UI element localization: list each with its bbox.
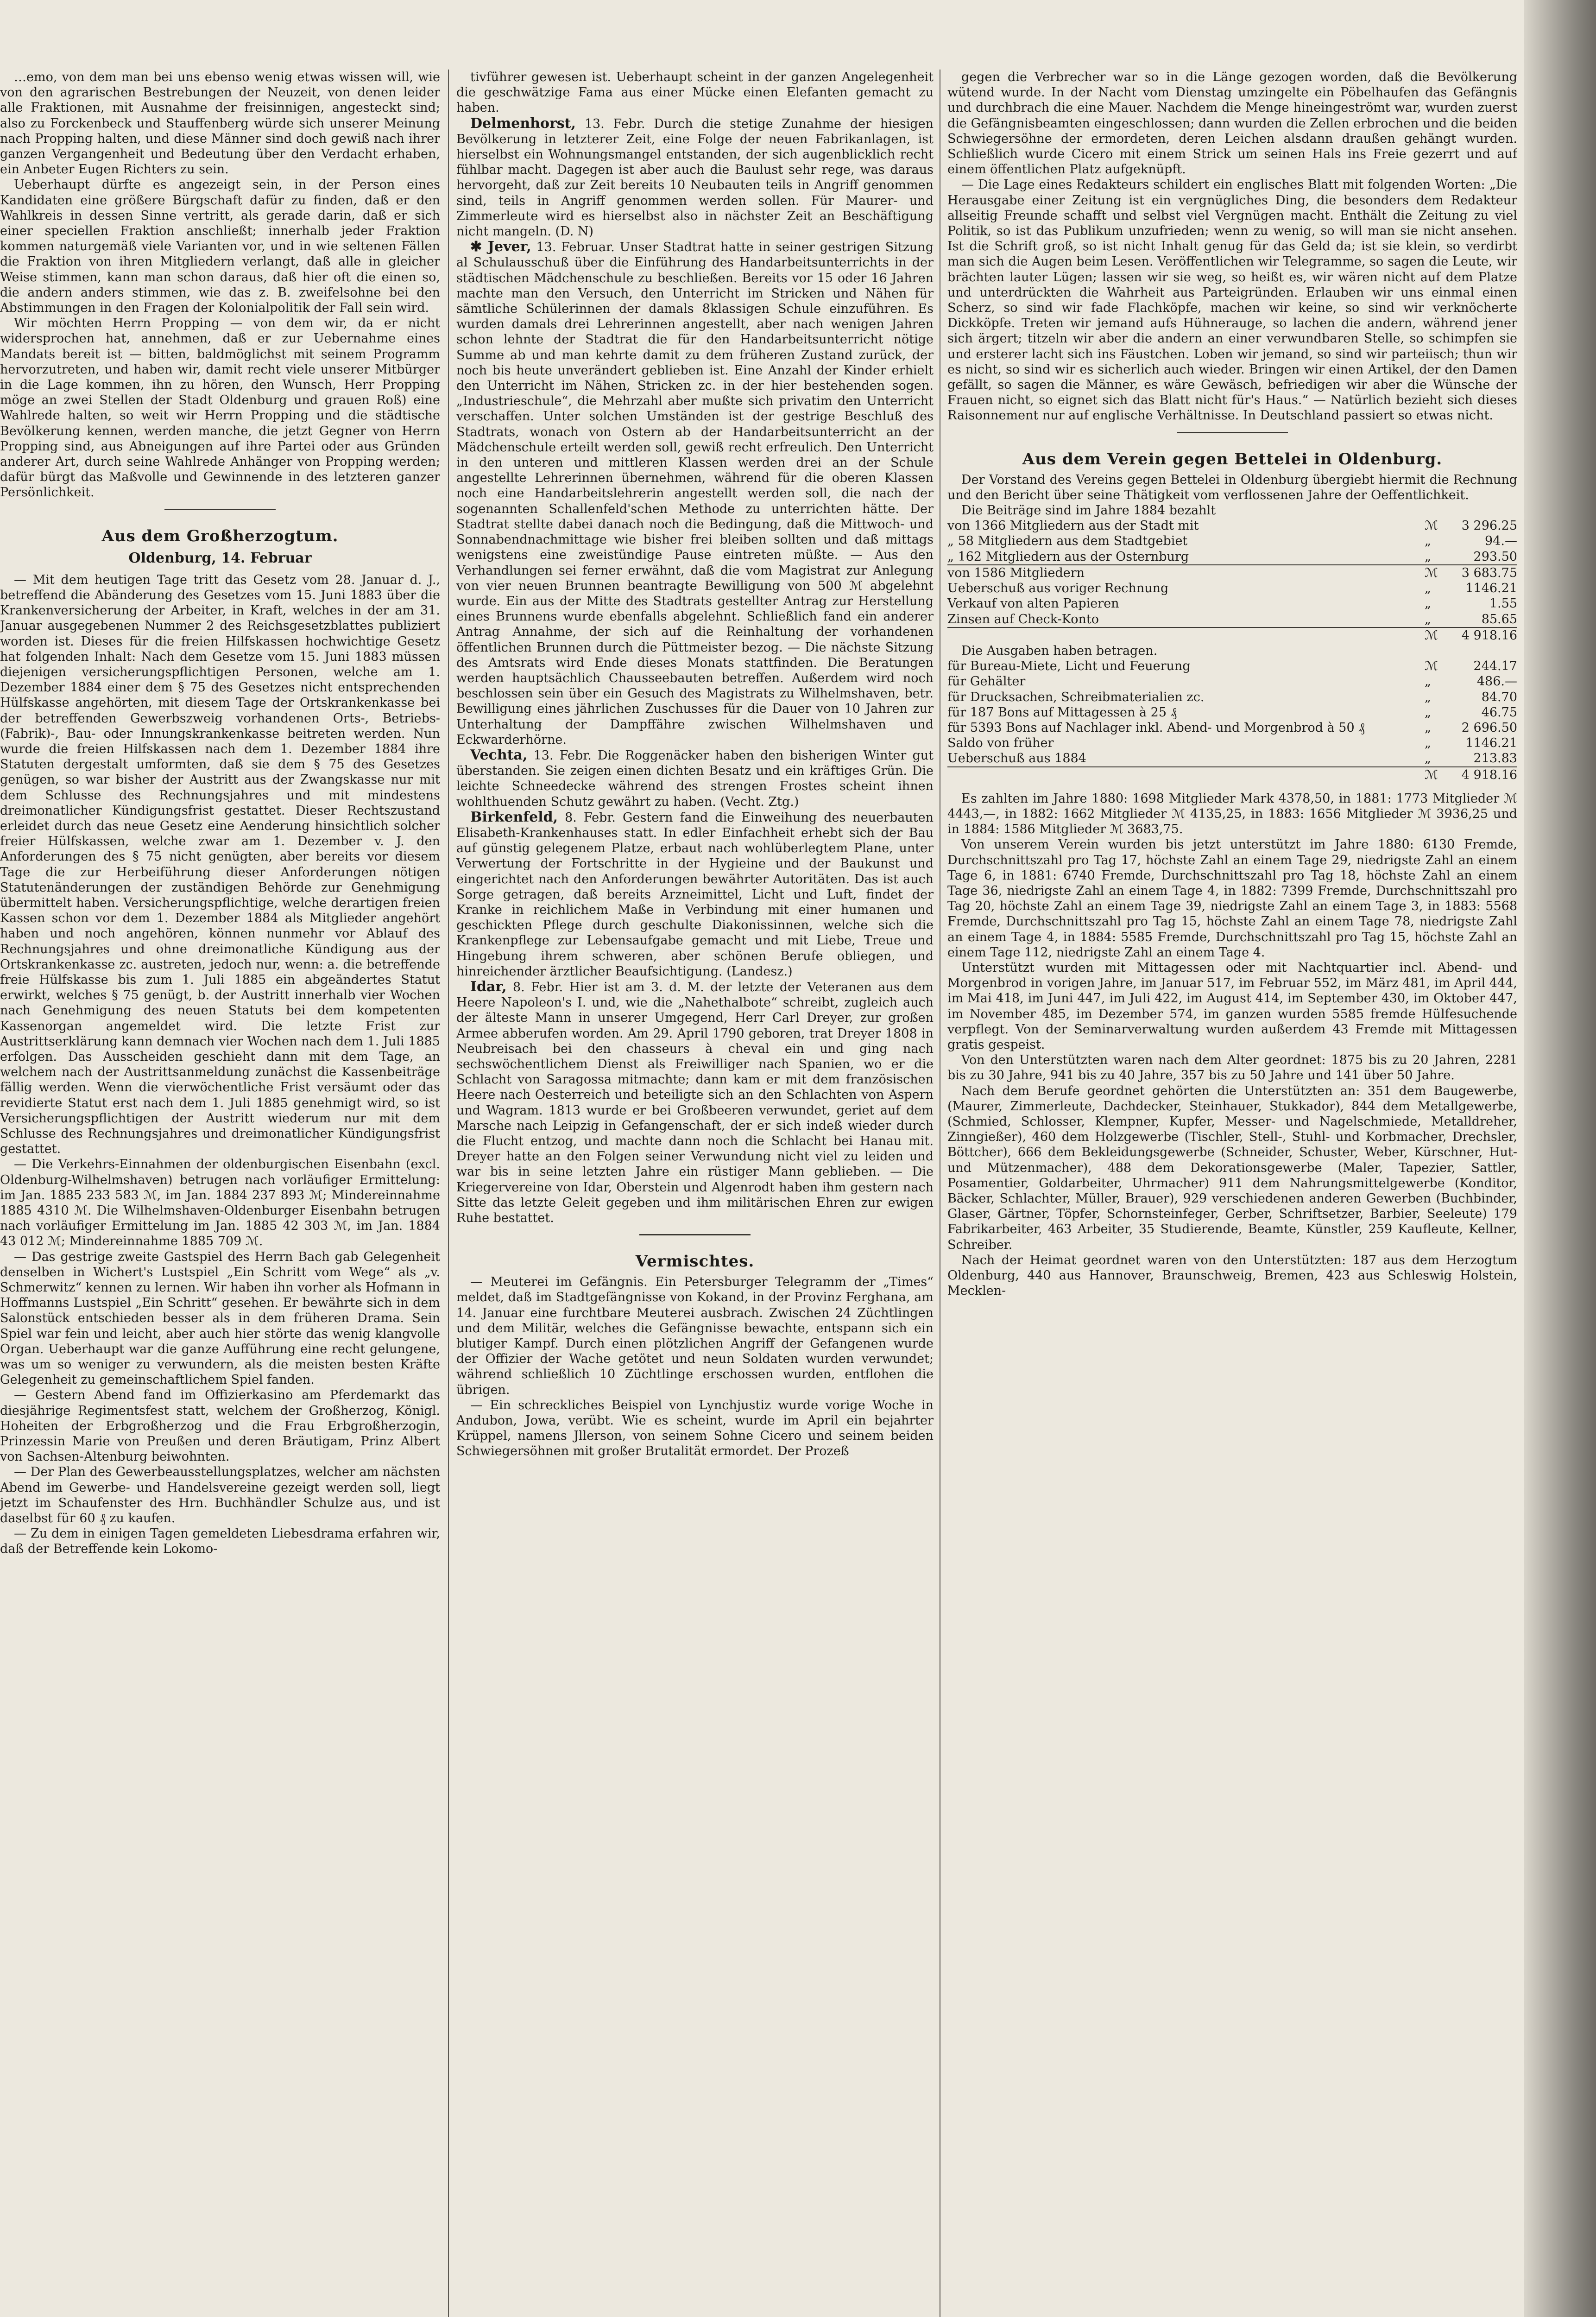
paragraph: — Zu dem in einigen Tagen gemeldeten Liebesdrama erfahren wir, daß der Betreffende kein Lokomo- [0,1526,440,1557]
account-currency: „ [1425,705,1431,720]
account-row [947,767,1517,783]
account-label: Ueberschuß aus voriger Rechnung [947,581,1169,596]
account-amount: 94.— [1485,534,1517,549]
paragraph: Der Vorstand des Vereins gegen Bettelei in Oldenburg übergiebt hiermit die Rechnung und den Bericht über seine Thätigkeit vom verflossenen Jahre der Oeffentlichkeit. [947,472,1517,502]
account-currency: ℳ [1425,519,1438,533]
paragraph: …emo, von dem man bei uns ebenso wenig etwas wissen will, wie von den agrarischen Bestrebungen der Neuzeit, von denen leider alle Fraktionen, mit Ausnahme der freisinnigen, angesteckt sind; also zu Forckenbeck und Stauffenberg würde sich unserer Meinung nach Propping halten, und diese Männer sind doch gewiß nach ihrer ganzen Vergangenheit und Bedeutung über den Verdacht erhaben, ein Anbeter Eugen Richters zu sein. [0,70,440,177]
account-amount: 1.55 [1489,596,1517,611]
account-amount: 1146.21 [1465,581,1517,596]
news-item [456,810,934,979]
account-amount: 4 918.16 [1452,627,1517,643]
account-amount: 213.83 [1473,751,1517,766]
account-row [947,658,1517,674]
account-currency: „ [1425,612,1431,627]
account-currency: ℳ [1425,627,1452,643]
news-text: 13. Februar. Unser Stadtrat hatte in seiner gestrigen Sitzung al Schulausschuß über die Einführung des Handarbeitsunterrichts in der städtischen Mädchenschule zu beschließen. Bereits vor 15 oder 16 Jahren machte man den Versuch, den Unterricht im Stricken und Nähen für sämtliche Schülerinnen der damals 8klassigen Schule einzuführen. Es wurden damals drei Lehrerinnen angestellt, aber nach wenigen Jahren schon lehnte der Stadtrat die für den Handarbeitsunterricht nötige Summe ab und man kehrte damit zu dem früheren Zustand zurück, der noch bis heute unverändert geblieben ist. Eine Anzahl der Kinder erhielt den Unterricht im Nähen, Stricken zc. in der hier bestehenden sogen. „Industrieschule“, die Mehrzahl aber mußte sich privatim den Unterricht verschaffen. Unter solchen Umständen ist der gestrige Beschluß des Stadtrats, wonach von Ostern ab der Handarbeitsunterricht an der Mädchenschule erteilt werden soll, gewiß recht erfreulich. Den Unterricht in den unteren und mittleren Klassen werden drei an der Schule angestellte Lehrerinnen übernehmen, während für die oberen Klassen noch eine Handarbeitslehrerin angestellt werden soll, die nach der sogenannten Schallenfeld'schen Methode zu unterrichten hätte. Der Stadtrat stellte dabei danach noch die Bedingung, daß die Mittwoch- und Sonnabendnachmittage wie bisher frei bleiben sollten und daß mittags wenigstens eine zweistündige Pause eintreten müßte. — Aus den Verhandlungen sei ferner erwähnt, daß die vom Magistrat zur Anlegung von vier neuen Brunnen beantragte Bewilligung von 500 ℳ abgelehnt wurde. Ein aus der Mitte des Stadtrats gestellter Antrag zur Herstellung eines Brunnens wurde ebenfalls abgelehnt. Schließlich fand ein anderer Antrag Annahme, der sich auf die Reinhaltung der vorhandenen öffentlichen Brunnen durch die Püttmeister bezog. — Die nächste Sitzung des Amtsrats wird Ende dieses Monats stattfinden. Die Beratungen werden hauptsächlich Chausseebauten betreffen. Außerdem wird noch beschlossen sein über ein Gesuch des Magistrats zu Wilhelmshaven, betr. Bewilligung eines jährlichen Zuschusses für die Dauer von 10 Jahren zur Unterhaltung der Dampffähre zwischen Wilhelmshaven und Eckwarderhörne. [456,240,934,747]
account-row [947,674,1517,689]
account-currency: „ [1425,581,1431,596]
account-row [947,735,1517,751]
account-row [947,751,1517,766]
column-2 [456,70,934,2317]
paragraph: — Das gestrige zweite Gastspiel des Herrn Bach gab Gelegenheit denselben in Wichert's Lustspiel „Ein Schritt vom Wege“ als „v. Schmerwitz“ kennen zu lernen. Wir haben ihn vorher als Hofmann in Hoffmanns Lustspiel „Ein Schritt“ gesehen. Er bewährte sich in dem Salonstück entschieden besser als in dem früheren Drama. Sein Spiel war fein und leicht, aber auch hier störte das wenig klangvolle Organ. Ueberhaupt war die ganze Aufführung eine recht gelungene, was um so weniger zu verwundern, als die meisten besten Kräfte Gelegenheit zu gemeinschaftlichem Spiel fanden. [0,1249,440,1387]
news-item [456,116,934,240]
paragraph: Nach der Heimat geordnet waren von den Unterstützten: 187 aus dem Herzogtum Oldenburg, 440 aus Hannover, Braunschweig, Bremen, 423 aus Schleswig Holstein, Mecklen- [947,1253,1517,1298]
account-row [947,690,1517,705]
column-1 [0,70,440,2317]
account-currency: ℳ [1425,565,1452,581]
news-text: 13. Febr. Die Roggenäcker haben den bisherigen Winter gut überstanden. Sie zeigen einen dichten Besatz und ein kräftiges Grün. Die leichte Schneedecke während des strengen Frostes scheint ihnen wohlthuenden Schutz gewährt zu haben. (Vecht. Ztg.) [456,748,934,809]
account-row [947,705,1517,720]
news-item [456,747,934,810]
paragraph: Von unserem Verein wurden bis jetzt unterstützt im Jahre 1880: 6130 Fremde, Durchschnittszahl pro Tag 17, höchste Zahl an einem Tage 29, niedrigste Zahl an einem Tage 6, in 1881: 6740 Fremde, Durchschnittszahl pro Tag 18, höchste Zahl an einem Tage 36, niedrigste Zahl an einem Tage 4, in 1882: 7399 Fremde, Durchschnittszahl pro Tag 20, höchste Zahl an einem Tage 39, niedrigste Zahl an einem Tage 3, in 1883: 5568 Fremde, Durchschnittszahl pro Tag 15, höchste Zahl an einem Tage 78, niedrigste Zahl an einem Tage 4, in 1884: 5585 Fremde, Durchschnittszahl pro Tag 15, höchste Zahl an einem Tage 112, niedrigste Zahl an einem Tage 4. [947,837,1517,960]
paragraph: Es zahlten im Jahre 1880: 1698 Mitglieder Mark 4378,50, in 1881: 1773 Mitglieder ℳ 4443,—, in 1882: 1662 Mitglieder ℳ 4135,25, in 1883: 1656 Mitglieder ℳ 3936,25 und in 1884: 1586 Mitglieder ℳ 3683,75. [947,791,1517,837]
news-text: 13. Febr. Durch die stetige Zunahme der hiesigen Bevölkerung in letzterer Zeit, eine Folge der neuen Fabrikanlagen, ist hierselbst ein Wohnungsmangel entstanden, der sich augenblicklich recht fühlbar macht. Dagegen ist aber auch die Baulust sehr rege, was daraus hervorgeht, daß zur Zeit bereits 10 Neubauten teils in Angriff genommen sind, teils in Angriff genommen werden sollen. Für Maurer- und Zimmerleute wird es hierselbst also in nächster Zeit an Beschäftigung nicht mangeln. (D. N) [456,116,934,239]
expense-table [947,658,1517,783]
account-currency: „ [1425,751,1431,766]
news-place: Idar, [470,978,507,995]
account-currency: „ [1425,720,1431,735]
page-edge-shadow [1524,0,1596,2317]
account-amount: 85.65 [1481,612,1517,627]
income-title: Die Beiträge sind im Jahre 1884 bezahlt [961,503,1216,518]
account-label: von 1586 Mitgliedern [947,565,1425,581]
account-row [947,612,1517,627]
account-label: Verkauf von alten Papieren [947,596,1119,611]
account-label: „ 58 Mitgliedern aus dem Stadtgebiet [947,534,1188,549]
account-currency: ℳ [1425,767,1452,783]
news-place: ✱ Jever, [470,239,531,255]
account-amount: 3 683.75 [1452,565,1517,581]
account-amount: 486.— [1476,674,1517,689]
paragraph: — Meuterei im Gefängnis. Ein Petersburger Telegramm der „Times“ meldet, daß im Stadtgefängnisse von Kokand, in der Provinz Ferghana, am 14. Januar eine furchtbare Meuterei ausbrach. Zwischen 24 Züchtlingen und dem Militär, welches die Gefängnisse bewachte, entspann sich ein blutiger Kampf. Durch einen plötzlichen Angriff der Gefangenen wurde der Offizier der Wache getötet und neun Soldaten wurden verwundet; während schließlich 10 Züchtlinge erschossen wurden, entflohen die übrigen. [456,1275,934,1397]
dateline [0,549,440,568]
account-currency: „ [1425,549,1431,564]
paragraph: Unterstützt wurden mit Mittagessen oder mit Nachtquartier incl. Abend- und Morgenbrod in vorigen Jahre, im Januar 517, im Februar 552, im März 481, im April 444, im Mai 418, im Juni 447, im Juli 422, im August 414, im September 430, im Oktober 447, im November 485, im Dezember 574, im ganzen wurden 5585 fremde Hülfesuchende verpflegt. Von der Seminarverwaltung wurden außerdem 43 Fremde mit Mittagessen gratis gespeist. [947,960,1517,1052]
account-currency: „ [1425,690,1431,704]
account-label: für Bureau-Miete, Licht und Feuerung [947,659,1191,674]
paragraph: Ueberhaupt dürfte es angezeigt sein, in der Person eines Kandidaten eine größere Bürgschaft dafür zu finden, daß er den Wahlkreis in dessen Sinne vertritt, als gerade darin, daß er sich einer speciellen Fraktion anschließt; innerhalb jeder Fraktion kommen naturgemäß viele Varianten vor, und in wie seltenen Fällen die Fraktion von ihren Mitgliedern verlangt, daß alle in gleicher Weise stimmen, kann man schon daraus, daß hier oft die einen so, die andern anders stimmen, wie das z. B. zweifelsohne bei den Abstimmungen in den Fragen der Kolonialpolitik der Fall sein wird. [0,177,440,316]
account-row [947,627,1517,643]
dateline-place: Oldenburg, [128,550,216,566]
news-place: Delmenhorst, [470,115,576,132]
account-amount: 2 696.50 [1461,720,1517,735]
account-row [947,581,1517,596]
account-label: „ 162 Mitgliedern aus der Osternburg [947,549,1189,564]
account-amount: 4 918.16 [1452,767,1517,783]
account-label: für Drucksachen, Schreibmaterialien zc. [947,690,1205,704]
account-currency: „ [1425,736,1431,751]
paragraph: — Ein schreckliches Beispiel von Lynchjustiz wurde vorige Woche in Andubon, Jowa, verübt. Wie es scheint, wurde im April ein bejahrter Krüppel, namens Jllerson, von seinem Sohne Cicero und seinem beiden Schwiegersöhnen mit großer Brutalität ermordet. Der Prozeß [456,1398,934,1459]
account-amount: 3 296.25 [1461,519,1517,533]
paragraph: — Die Lage eines Redakteurs schildert ein englisches Blatt mit folgenden Worten: „Die Herausgabe einer Zeitung ist ein vergnügliches Ding, die besonders dem Redakteur allseitig Freunde schafft und selbst viel Vergnügen macht. Enthält die Zeitung zu viel Politik, so ist das Publikum unzufrieden; wenn zu wenig, so will man sie nicht ansehen. Ist die Schrift groß, so ist nicht Inhalt genug für das Geld da; ist sie klein, so verdirbt man sich die Augen beim Lesen. Veröffentlichen wir Telegramme, so sagen die Leute, wir brächten lauter Lügen; lassen wir sie weg, so heißt es, wir wären nicht auf dem Platze und unterdrückten die Wahrheit aus Parteigründen. Erlauben wir uns einmal einen Scherz, so sind wir fade Flachköpfe, machen wir keine, so sind wir verknöcherte Dickköpfe. Treten wir jemand aufs Hühnerauge, so lachen die andern, während jener sich ärgert; titzeln wir aber die andern an einer verwundbaren Stelle, so schimpfen sie und ersterer lacht sich ins Fäustchen. Loben wir jemand, so sind wir parteiisch; thun wir es nicht, so sind wir es sicherlich auch wieder. Bringen wir einen Artikel, der den Damen gefällt, so sagen die Männer, es wäre Gewäsch, befriedigen wir aber die Wünsche der Frauen nicht, so eignet sich das Blatt nicht für's Haus.“ — Natürlich bezieht sich dieses Raisonnement nur auf englische Verhältnisse. In Deutschland passiert so etwas nicht. [947,177,1517,423]
section-divider [164,509,276,510]
news-text: 8. Febr. Gestern fand die Einweihung des neuerbauten Elisabeth-Krankenhauses statt. In edler Einfachheit erhebt sich der Bau auf günstig gelegenem Platze, erbaut nach wohlüberlegtem Plane, unter Verwertung der Fortschritte in der Hygieine und der Baukunst und eingerichtet nach den Anforderungen bewährter Autoritäten. Das ist auch Sorge getragen, daß bereits Arzneimittel, Licht und Luft, findet der Kranke in reichlichem Maße in Verbindung mit einer humanen und geschickten Pflege durch geschulte Diakonissinnen, welche sich die Krankenpflege zur Lebensaufgabe gemacht und mit Liebe, Treue und Hingebung ihrem schweren, aber schönen Berufe obliegen, und hinreichender ärztlicher Beaufsichtigung. (Landesz.) [456,810,934,979]
account-label [947,627,1425,643]
account-label: Ueberschuß aus 1884 [947,751,1086,766]
news-item [456,239,934,747]
news-place: Birkenfeld, [470,809,558,825]
paragraph: — Die Verkehrs-Einnahmen der oldenburgischen Eisenbahn (excl. Oldenburg-Wilhelmshaven) betrugen nach vorläufiger Ermittelung: im Jan. 1885 233 583 ℳ, im Jan. 1884 237 893 ℳ; Mindereinnahme 1885 4310 ℳ. Die Wilhelmshaven-Oldenburger Eisenbahn betrugen nach vorläufiger Ermittelung im Jan. 1885 42 303 ℳ, im Jan. 1884 43 012 ℳ; Mindereinnahme 1885 709 ℳ. [0,1157,440,1249]
paragraph: Nach dem Berufe geordnet gehörten die Unterstützten an: 351 dem Baugewerbe, (Maurer, Zimmerleute, Dachdecker, Steinhauer, Stukkador), 844 dem Metallgewerbe, (Schmied, Schlosser, Klempner, Kupfer, Messer- und Nagelschmiede, Metalldreher, Zinngießer), 460 dem Holzgewerbe (Tischler, Stell-, Stuhl- und Korbmacher, Drechsler, Böttcher), 666 dem Bekleidungsgewerbe (Schneider, Schuster, Weber, Kürschner, Hut- und Mützenmacher), 488 dem Dekorationsgewerbe (Maler, Tapezier, Sattler, Posamentier, Goldarbeiter, Uhrmacher) 911 dem Nahrungsmittelgewerbe (Konditor, Bäcker, Schlachter, Müller, Brauer), 929 verschiedenen anderen Gewerben (Buchbinder, Glaser, Gärtner, Töpfer, Schornsteinfeger, Gerber, Schriftsetzer, Barbier, Seeleute) 179 Fabrikarbeiter, 463 Arbeiter, 35 Studierende, Beamte, Künstler, 259 Kaufleute, Kellner, Schreiber. [947,1083,1517,1252]
account-label: Saldo von früher [947,736,1054,751]
account-row [947,518,1517,533]
dateline-date: 14. Februar [221,550,312,566]
account-label: für Gehälter [947,674,1026,689]
paragraph: — Mit dem heutigen Tage tritt das Gesetz vom 28. Januar d. J., betreffend die Abänderung des Gesetzes vom 15. Juni 1883 über die Krankenversicherung der Arbeiter, in Kraft, welches in der am 31. Januar ausgegebenen Nummer 2 des Reichsgesetzblattes publiziert worden ist. Dieses für die freien Hilfskassen hochwichtige Gesetz hat folgenden Inhalt: Nach dem Gesetze vom 15. Juni 1883 müssen diejenigen versicherungspflichtigen Personen, welche am 1. Dezember 1884 einer dem § 75 des Gesetzes nicht entsprechenden Hülfskasse angehörten, mit diesem Tage der Ortskrankenkasse bei der betreffenden Gewerbszweig vorhandenen Orts-, Betriebs- (Fabrik)-, Bau- oder Innungskrankenkasse beitreten werden. Nun wurde die freien Hilfskassen nach dem 1. Dezember 1884 ihre Statuten dergestalt umformten, daß sie dem § 75 des Gesetzes genügen, so war bisher der Austritt aus der Zwangskasse nur mit dem Schlusse des Rechnungsjahres und mit mindestens dreimonatlicher Kündigungsfrist gestattet. Dieser Rechtszustand erleidet durch das neue Gesetz eine Aenderung hinsichtlich solcher freier Hülfskassen, welche zwar am 1. Dezember v. J. den Anforderungen des § 75 nicht genügten, aber bereits vor diesem Tage die zur Herbeiführung dieser Anforderungen nötigen Statutenänderungen der zuständigen Behörde zur Genehmigung übermittelt haben. Versicherungspflichtige, welche derartigen freien Kassen schon vor dem 1. Dezember 1884 als Mitglieder angehört haben und noch angehören, können nunmehr vor Ablauf des Rechnungsjahres und ohne dreimonatliche Kündigung aus der Ortskrankenkasse zc. austreten, jedoch nur, wenn: a. die betreffende freie Hülfskasse bis zum 1. Juli 1885 ein abgeändertes Statut erwirkt, welches § 75 genügt, b. der Austritt innerhalb vier Wochen nach Genehmigung des neuen Statuts bei dem kompetenten Kassenorgan angemeldet wird. Die letzte Frist zur Austrittserklärung kann demnach vier Wochen nach dem 1. Juli 1885 erfolgen. Das Ausscheiden geschieht dann mit dem Tage, an welchem nach der Austrittsanmeldung zunächst die Kassenbeiträge fällig werden. Wenn die vierwöchentliche Frist versäumt oder das revidierte Statut erst nach dem 1. Juli 1885 genehmigt wird, so ist Versicherungspflichtigen der Austritt wiederum nur mit dem Schlusse des Rechnungsjahres und dreimonatlicher Kündigungsfrist gestattet. [0,572,440,1157]
account-amount: 293.50 [1473,549,1517,564]
paragraph: — Der Plan des Gewerbeausstellungsplatzes, welcher am nächsten Abend im Gewerbe- und Handelsvereine gezeigt werden soll, liegt jetzt im Schaufenster des Hrn. Buchhändler Schulze aus, und ist daselbst für 60 ₰ zu kaufen. [0,1465,440,1526]
section-heading: Aus dem Verein gegen Bettelei in Oldenburg. [1022,449,1443,468]
account-label: für 187 Bons auf Mittagessen à 25 ₰ [947,705,1177,720]
account-currency: ℳ [1425,659,1438,674]
paragraph: tivführer gewesen ist. Ueberhaupt scheint in der ganzen Angelegenheit die geschwätzige Fama aus einer Mücke einen Elefanten gemacht zu haben. [456,70,934,115]
account-row [947,720,1517,735]
account-label: für 5393 Bons auf Nachlager inkl. Abend- und Morgenbrod à 50 ₰ [947,720,1365,735]
section-heading: Vermischtes. [635,1252,755,1271]
column-3 [947,70,1517,2317]
account-currency: „ [1425,534,1431,549]
paragraph: Von den Unterstützten waren nach dem Alter geordnet: 1875 bis zu 20 Jahren, 2281 bis zu 30 Jahre, 941 bis zu 40 Jahre, 357 bis zu 50 Jahre und 141 über 50 Jahre. [947,1053,1517,1083]
account-amount: 46.75 [1481,705,1517,720]
news-text: 8. Febr. Hier ist am 3. d. M. der letzte der Veteranen aus dem Heere Napoleon's I. und, wie die „Nahethalbote“ schreibt, zugleich auch der älteste Mann in unserer Umgegend, Herr Carl Dreyer, zur großen Armee abberufen worden. Am 29. April 1790 geboren, trat Dreyer 1808 in Neubreisach bei den chasseurs à cheval ein und ging nach sechswöchentlichem Dienst als Freiwilliger nach Spanien, wo er die Schlacht von Saragossa mitmachte; dann kam er mit dem französischen Heere nach Oesterreich und beteiligte sich an den Schlachten von Aspern und Wagram. 1813 wurde er bei Großbeeren verwundet, geriet auf dem Marsche nach Leipzig in Gefangenschaft, der er sich indeß wieder durch die Flucht entzog, und machte dann noch die Schlacht bei Hanau mit. Dreyer hatte an den Folgen seiner Verwundung nicht viel zu leiden und war bis in seine letzten Jahre ein rüstiger Mann geblieben. — Die Kriegervereine von Idar, Oberstein und Algenrodt haben ihm gestern nach Sitte das letzte Geleit gegeben und ihm militärischen Ehren zur ewigen Ruhe bestattet. [456,980,934,1226]
account-amount: 1146.21 [1465,736,1517,751]
account-label: Zinsen auf Check-Konto [947,612,1099,627]
news-item [456,979,934,1226]
account-row [947,533,1517,549]
paragraph: gegen die Verbrecher war so in die Länge gezogen worden, daß die Bevölkerung wütend wurde. In der Nacht vom Dienstag umzingelte ein Pöbelhaufen das Gefängnis und durchbrach die eine Mauer. Nachdem die Menge hineingeströmt war, wurden zuerst die Gefängnisbeamten eingeschlossen; dann wurden die Zellen erbrochen und die beiden Schwiegersöhne der ermordeten, deren Leichen alsdann draußen gehängt wurden. Schließlich wurde Cicero mit einem Strick um seinen Hals ins Freie gezerrt und auf einem öffentlichen Platz aufgeknüpft. [947,70,1517,177]
account-row [947,596,1517,611]
account-label [947,767,1425,783]
account-row [947,565,1517,581]
section-divider [639,1234,751,1235]
account-label: von 1366 Mitgliedern aus der Stadt mit [947,519,1199,533]
news-place: Vechta, [470,747,528,763]
account-currency: „ [1425,596,1431,611]
section-divider [1177,432,1288,433]
paragraph: Wir möchten Herrn Propping — von dem wir, da er nicht widersprochen hat, annehmen, daß er zur Uebernahme eines Mandats bereit ist — bitten, baldmöglichst mit seinem Programm hervorzutreten, und haben wir, damit recht viele unserer Mitbürger in die Lage kommen, ihn zu hören, den Wunsch, Herr Propping möge an zwei Stellen der Stadt Oldenburg und grauen Roß) eine Wahlrede halten, so weit wir Herrn Propping und die städtische Bevölkerung kennen, werden manche, die jetzt Gegner von Herrn Propping sind, aus Abneigungen auf ihre Partei oder aus Gründen anderer Art, durch seine Wahlrede Anhänger von Propping werden; dafür bürgt das Maßvolle und Gewinnende in des letzteren ganzer Persönlichkeit. [0,316,440,500]
account-currency: „ [1425,674,1431,689]
paragraph: — Gestern Abend fand im Offizierkasino am Pferdemarkt das diesjährige Regimentsfest statt, welchem der Großherzog, Königl. Hoheiten der Erbgroßherzog und die Frau Erbgroßherzogin, Prinzessin Marie von Preußen und deren Bräutigam, Prinz Albert von Sachsen-Altenburg beiwohnten. [0,1388,440,1464]
expense-title: Die Ausgaben haben betragen. [961,643,1158,658]
account-amount: 84.70 [1481,690,1517,704]
income-table [947,518,1517,643]
column-rule [448,70,449,2317]
account-row [947,549,1517,565]
account-amount: 244.17 [1473,659,1517,674]
section-heading: Aus dem Großherzogtum. [101,526,339,545]
